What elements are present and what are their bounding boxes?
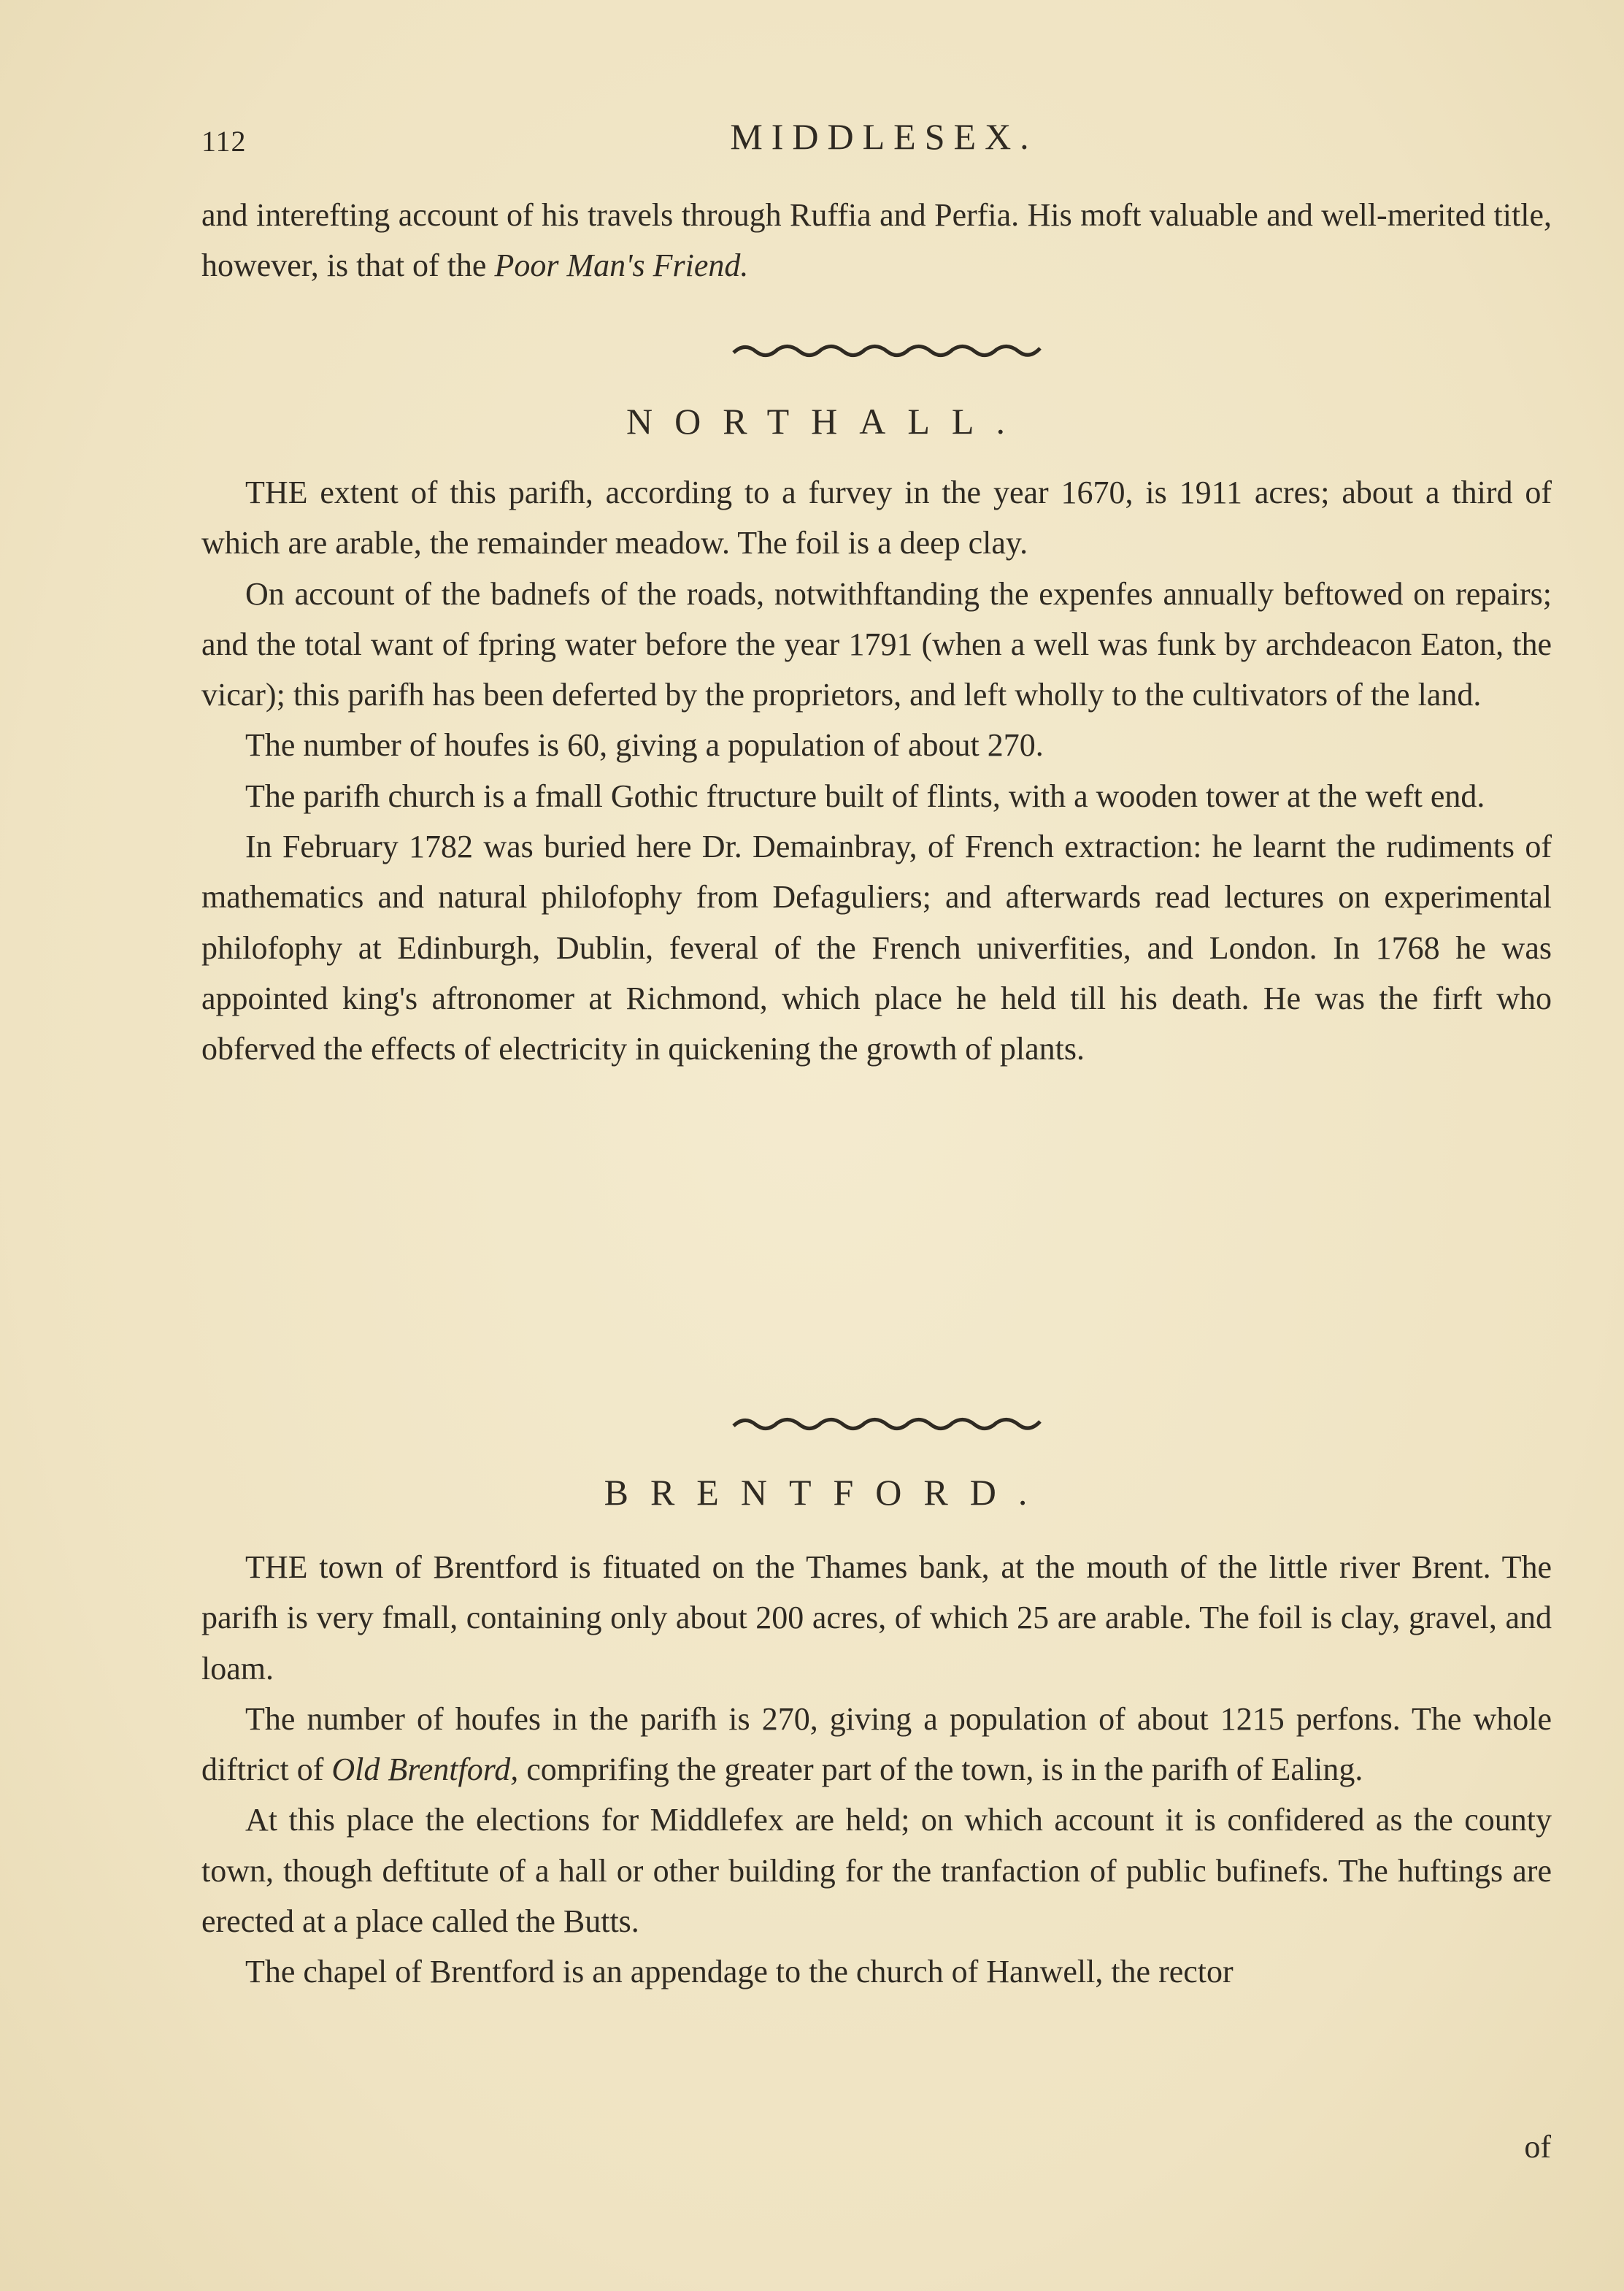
printers-ornament-rule-icon	[730, 1413, 1044, 1435]
paragraph: In February 1782 was buried here Dr. Demainbray, of French extraction: he learnt the rudiments of mathematics and natural philofophy from Defaguliers; and afterwards read lectures on experimental philofophy at Edinburgh, Dublin, feveral of the French univerfities, and London. In 1768 he was appointed king's aftronomer at Richmond, which place he held till his death. He was the firft who obferved the effects of electricity in quickening the growth of plants.	[201, 829, 1552, 1067]
section-title-northall: NORTHALL.	[626, 401, 1027, 442]
paragraph: THE extent of this parifh, according to a furvey in the year 1670, is 1911 acres; about a third of which are arable, the remainder meadow. The foil is a deep clay.	[201, 475, 1552, 561]
paragraph-italic: Old Brentford,	[331, 1751, 519, 1788]
paragraph-text: comprifing the greater part of the town, is in the parifh of Ealing.	[518, 1751, 1363, 1788]
paragraph-text: The number of houfes in the parifh is 270, giving a population of about 1215 perfons. The whole diftrict of	[201, 1700, 1552, 1788]
brentford-section-body	[201, 1542, 1552, 1998]
paragraph: At this place the elections for Middlefex are held; on which account it is confidered as the county town, though deftitute of a hall or other building for the tranfaction of public bufinefs. The huftings are erected at a place called the Butts.	[201, 1802, 1552, 1940]
paragraph: The parifh church is a fmall Gothic ftructure built of flints, with a wooden tower at the weft end.	[245, 778, 1485, 814]
page-number: 112	[201, 125, 247, 158]
catchword: of	[1524, 2129, 1551, 2165]
northall-section-body	[201, 467, 1552, 1075]
opening-paragraph	[201, 190, 1552, 291]
paragraph	[201, 1694, 1552, 1795]
paragraph: The number of houfes is 60, giving a population of about 270.	[245, 727, 1044, 764]
printers-ornament-rule-icon	[730, 339, 1044, 361]
page-header	[201, 115, 1552, 166]
section-title-brentford: BRENTFORD.	[604, 1472, 1050, 1513]
paragraph: The chapel of Brentford is an appendage to the church of Hanwell, the rector	[245, 1954, 1234, 1990]
paragraph: THE town of Brentford is fituated on the Thames bank, at the mouth of the little river Brent. The parifh is very fmall, containing only about 200 acres, of which 25 are arable. The foil is clay, gravel, and loam.	[201, 1549, 1552, 1686]
paragraph: On account of the badnefs of the roads, notwithftanding the expenfes annually beftowed on repairs; and the total want of fpring water before the year 1791 (when a well was funk by archdeacon Eaton, the vicar); this parifh has been deferted by the proprietors, and left wholly to the cultivators of the land.	[201, 575, 1552, 713]
running-head: MIDDLESEX.	[730, 116, 1038, 157]
opening-text: and interefting account of his travels through Ruffia and Perfia. His moft valuable and well-merited title, however, is that of the	[201, 197, 1552, 284]
opening-italic-title: Poor Man's Friend.	[494, 247, 749, 284]
